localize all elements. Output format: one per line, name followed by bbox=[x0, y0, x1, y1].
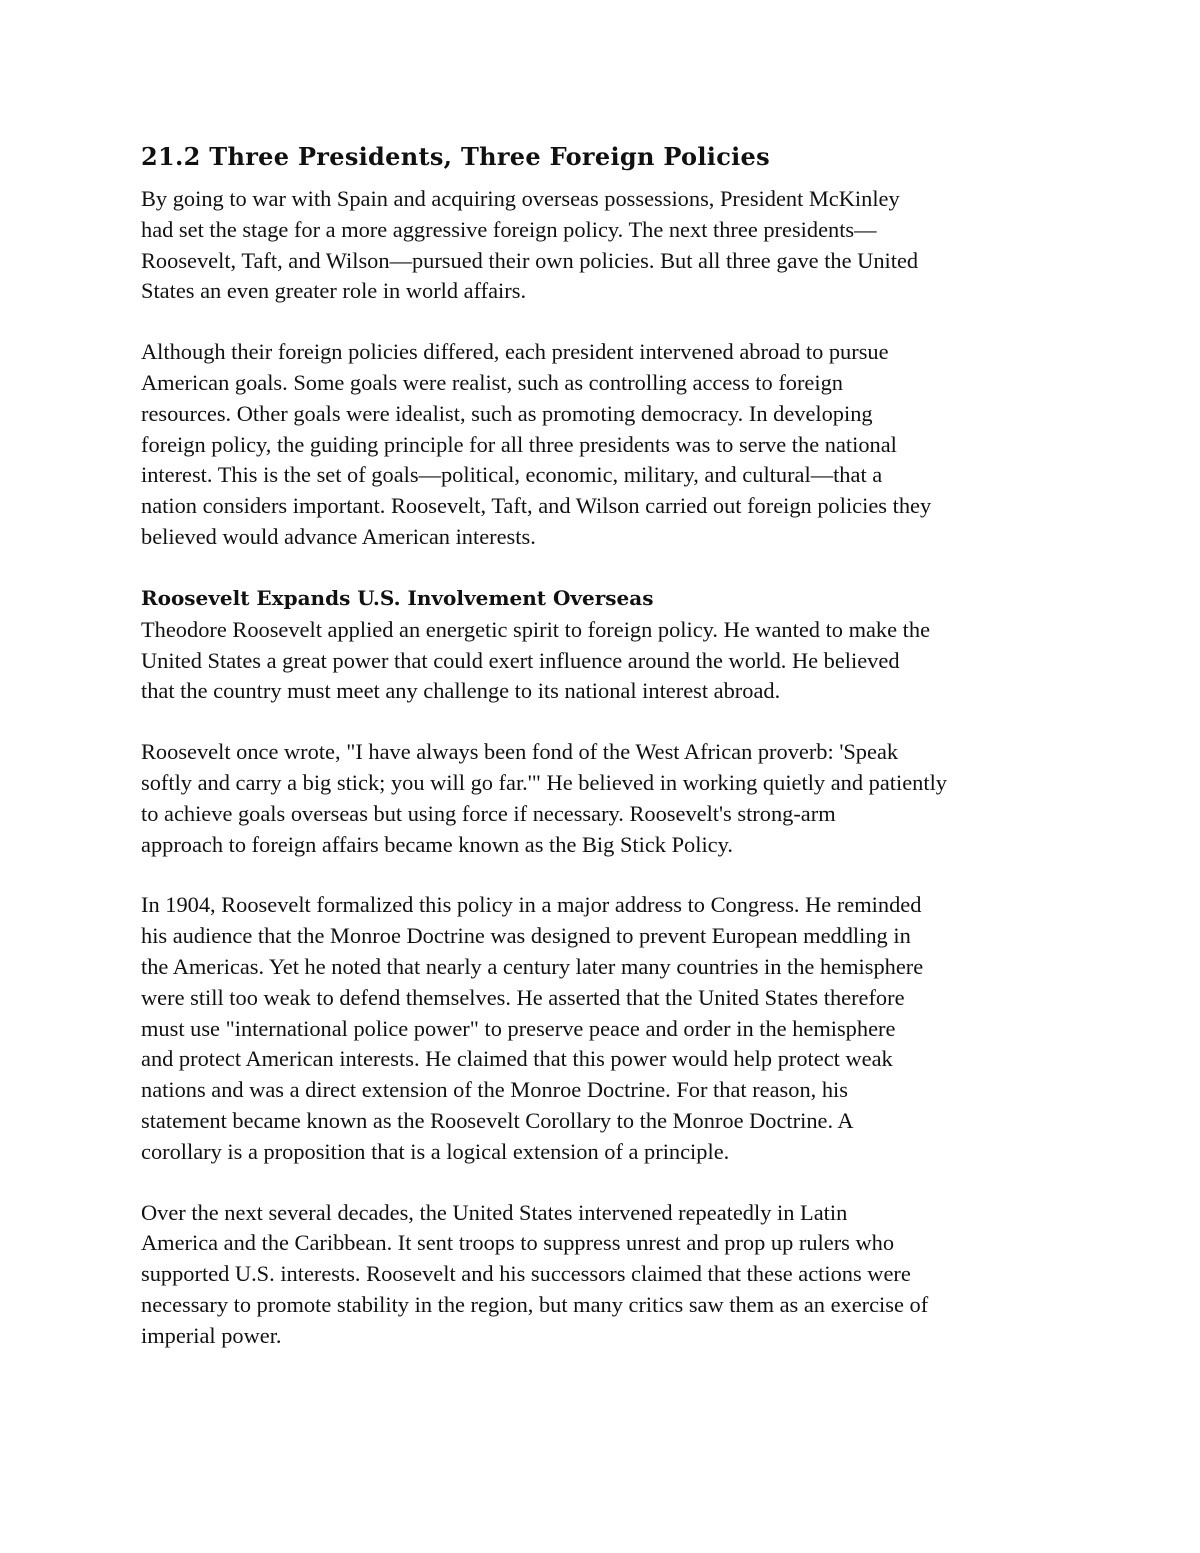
section-paragraph-4 bbox=[141, 1198, 1066, 1352]
text-line: that the country must meet any challenge to its national interest abroad. bbox=[141, 678, 781, 704]
text-line: Although their foreign policies differed, each president intervened abroad to pursue bbox=[141, 339, 889, 365]
text-line: had set the stage for a more aggressive foreign policy. The next three presidents— bbox=[141, 216, 877, 242]
intro-paragraph-1 bbox=[141, 184, 1066, 307]
text-line: Roosevelt once wrote, "I have always been fond of the West African proverb: 'Speak bbox=[141, 739, 899, 765]
text-line: In 1904, Roosevelt formalized this policy in a major address to Congress. He reminded bbox=[141, 892, 922, 918]
document-page bbox=[141, 138, 1066, 1352]
text-line: believed would advance American interests. bbox=[141, 523, 536, 549]
text-line: United States a great power that could exert influence around the world. He believed bbox=[141, 647, 900, 673]
text-line: to achieve goals overseas but using force if necessary. Roosevelt's strong-arm bbox=[141, 800, 836, 826]
text-line: his audience that the Monroe Doctrine was designed to prevent European meddling in bbox=[141, 923, 911, 949]
text-line: supported U.S. interests. Roosevelt and his successors claimed that these actions were bbox=[141, 1261, 911, 1287]
text-line: By going to war with Spain and acquiring overseas possessions, President McKinley bbox=[141, 186, 900, 211]
text-line: foreign policy, the guiding principle for all three presidents was to serve the national bbox=[141, 431, 897, 457]
text-line: statement became known as the Roosevelt Corollary to the Monroe Doctrine. A bbox=[141, 1107, 854, 1133]
text-line: imperial power. bbox=[141, 1322, 282, 1348]
section-paragraph-1 bbox=[141, 615, 1066, 707]
text-line: interest. This is the set of goals—political, economic, military, and cultural—that a bbox=[141, 462, 883, 488]
section-paragraph-3 bbox=[141, 890, 1066, 1167]
text-line: were still too weak to defend themselves. He asserted that the United States therefore bbox=[141, 984, 905, 1010]
text-line: American goals. Some goals were realist, such as controlling access to foreign bbox=[141, 369, 843, 395]
section-paragraph-2 bbox=[141, 737, 1066, 860]
text-line: States an even greater role in world affairs. bbox=[141, 278, 527, 304]
text-line: and protect American interests. He claimed that this power would help protect weak bbox=[141, 1046, 893, 1072]
document-title: 21.2 Three Presidents, Three Foreign Policies bbox=[141, 142, 770, 171]
text-line: nations and was a direct extension of the Monroe Doctrine. For that reason, his bbox=[141, 1077, 848, 1103]
text-line: Over the next several decades, the United States intervened repeatedly in Latin bbox=[141, 1199, 848, 1225]
text-line: resources. Other goals were idealist, such as promoting democracy. In developing bbox=[141, 400, 873, 426]
text-line: Roosevelt, Taft, and Wilson—pursued their own policies. But all three gave the United bbox=[141, 247, 919, 273]
text-line: nation considers important. Roosevelt, Taft, and Wilson carried out foreign policies they bbox=[141, 493, 932, 519]
text-line: corollary is a proposition that is a logical extension of a principle. bbox=[141, 1138, 730, 1164]
text-line: must use "international police power" to preserve peace and order in the hemisphere bbox=[141, 1015, 896, 1041]
text-line: the Americas. Yet he noted that nearly a century later many countries in the hemisphere bbox=[141, 953, 924, 979]
text-line: approach to foreign affairs became known as the Big Stick Policy. bbox=[141, 831, 733, 857]
text-line: America and the Caribbean. It sent troops to suppress unrest and prop up rulers who bbox=[141, 1230, 895, 1256]
text-line: Theodore Roosevelt applied an energetic spirit to foreign policy. He wanted to make the bbox=[141, 616, 931, 642]
text-line: necessary to promote stability in the region, but many critics saw them as an exercise of bbox=[141, 1291, 929, 1317]
section-heading: Roosevelt Expands U.S. Involvement Overseas bbox=[141, 585, 654, 610]
text-line: softly and carry a big stick; you will go far.'" He believed in working quietly and patiently bbox=[141, 769, 947, 795]
intro-paragraph-2 bbox=[141, 337, 1066, 553]
